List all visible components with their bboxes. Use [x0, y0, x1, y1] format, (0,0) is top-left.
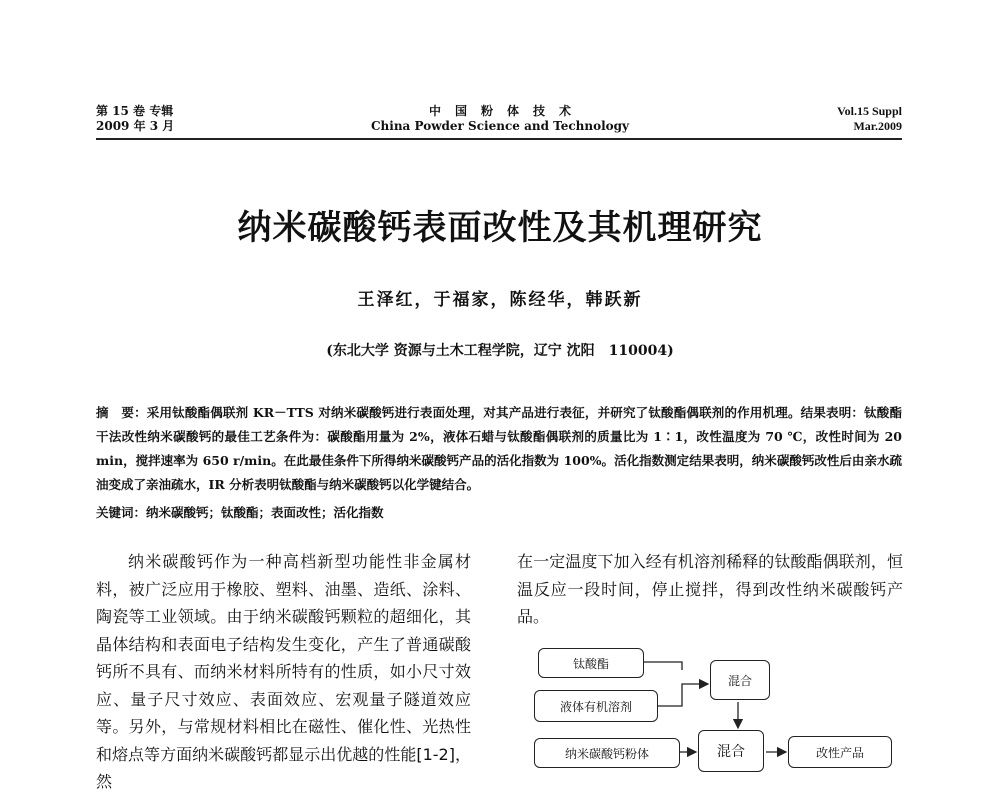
journal-name-cn: 中国粉体技术 [428, 104, 585, 118]
journal-date-en: Mar.2009 [853, 119, 902, 133]
connector-solvent-mix [658, 684, 708, 706]
abstract [96, 401, 902, 497]
author-list: 王泽红，于福家，陈经华，韩跃新 [357, 290, 643, 310]
journal-volume-en: Vol.15 Suppl [837, 104, 902, 118]
body-left-column: 纳米碳酸钙作为一种高档新型功能性非金属材料，被广泛应用于橡胶、塑料、油墨、造纸、涂料、陶瓷等工业领域。由于纳米碳酸钙颗粒的超细化，其晶体结构和表面电子结构发生变化，产生了普通碳酸钙所不具有、而纳米材料所特有的性质，如小尺寸效应、量子尺寸效应、表面效应、宏观量子隧道效应等。另外，与常规材料相比在磁性、催化性、光热性和熔点等方面纳米碳酸钙都显示出优越的性能[1-2]，然 [96, 552, 471, 791]
paper-title: 纳米碳酸钙表面改性及其机理研究 [237, 208, 763, 248]
affiliation: (东北大学 资源与土木工程学院，辽宁 沈阳 110004) [326, 343, 674, 359]
box-modified-product: 改性产品 [788, 736, 892, 768]
abstract-label: 摘 要： [96, 405, 147, 420]
connector-titanate-mix [644, 662, 682, 670]
box-mix-2: 混合 [698, 730, 764, 772]
journal-issue-en [837, 104, 902, 134]
box-organic-solvent: 液体有机溶剂 [534, 690, 658, 722]
keywords-label: 关键词： [96, 505, 147, 520]
header-rule [96, 138, 902, 140]
box-mix-1: 混合 [710, 660, 770, 700]
keywords [96, 501, 902, 525]
journal-date: 2009 年 3 月 [96, 119, 175, 133]
journal-volume: 第 15 卷 专辑 [96, 104, 174, 118]
abstract-text: 采用钛酸酯偶联剂 KR－TTS 对纳米碳酸钙进行表面处理，对其产品进行表征，并研究了钛酸酯偶联剂的作用机理。结果表明：钛酸酯干法改性纳米碳酸钙的最佳工艺条件为：碳酸酯用量为 2%，液体石蜡与钛酸酯偶联剂的质量比为 1∶1，改性温度为 70 ℃，改性时间为 20 min，搅拌速率为 650 r/min。在此最佳条件下所得纳米碳酸钙产品的活化指数为 100%。活化指数测定结果表明，纳米碳酸钙改性后由亲水疏油变成了亲油疏水，IR 分析表明钛酸酯与纳米碳酸钙以化学键结合。 [96, 405, 902, 492]
box-nano-caco3-powder: 纳米碳酸钙粉体 [534, 738, 680, 768]
box-titanate: 钛酸酯 [538, 648, 644, 678]
process-flow-diagram [530, 640, 910, 760]
journal-name-en: China Powder Science and Technology [370, 119, 630, 133]
body-right-column: 在一定温度下加入经有机溶剂稀释的钛酸酯偶联剂，恒温反应一段时间，停止搅拌，得到改性纳米碳酸钙产品。 [517, 552, 903, 626]
keywords-text: 纳米碳酸钙；钛酸酯；表面改性；活化指数 [146, 505, 384, 520]
